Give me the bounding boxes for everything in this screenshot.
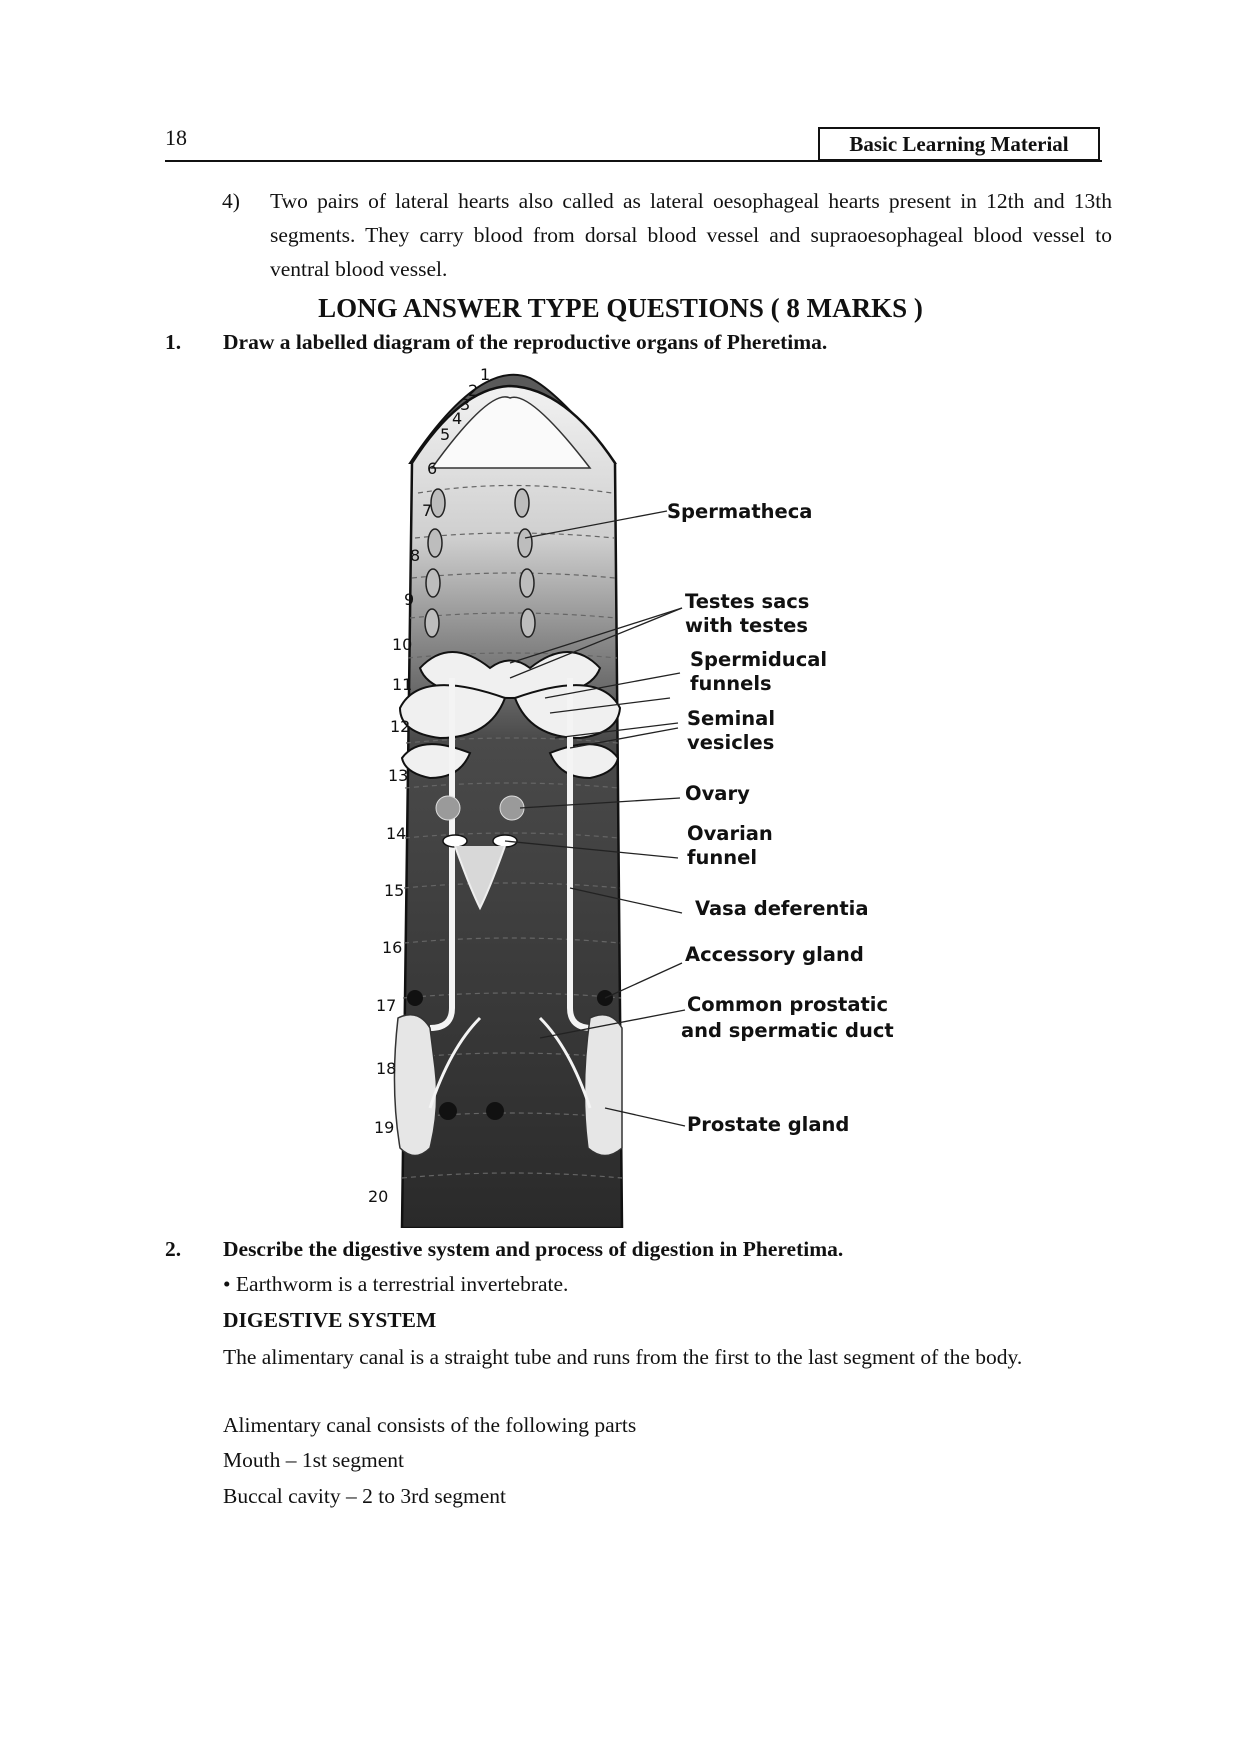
segment-number: 18 — [376, 1059, 397, 1078]
segment-number: 19 — [374, 1118, 395, 1137]
label-accessory: Accessory gland — [685, 943, 864, 966]
label-duct-line2: and spermatic duct — [681, 1019, 894, 1042]
bullet-line: • Earthworm is a terrestrial invertebrate. — [223, 1272, 569, 1296]
segment-number: 13 — [388, 766, 409, 785]
question-text: Draw a labelled diagram of the reproductive organs of Pheretima. — [223, 330, 828, 354]
segment-number: 20 — [368, 1187, 389, 1206]
segment-number: 6 — [427, 459, 438, 478]
segment-number: 17 — [376, 996, 397, 1015]
segment-number: 2 — [468, 381, 479, 400]
segment-number: 9 — [404, 590, 415, 609]
reproductive-organs-diagram — [360, 368, 920, 1228]
label-ovarian-line1: Ovarian — [687, 822, 773, 845]
label-duct-line1: Common prostatic — [687, 993, 889, 1016]
segment-number: 14 — [386, 824, 407, 843]
question-number: 1. — [165, 330, 182, 354]
label-prostate: Prostate gland — [687, 1113, 850, 1136]
label-funnels-line2: funnels — [690, 672, 772, 695]
label-funnels-line1: Spermiducal — [690, 648, 828, 671]
alimentary-paragraph: The alimentary canal is a straight tube and runs from the first to the last segment of the body. — [223, 1345, 1023, 1369]
label-testes-line2: with testes — [685, 614, 808, 637]
segment-number: 7 — [422, 501, 433, 520]
label-testes-line1: Testes sacs — [685, 590, 810, 613]
segment-number: 15 — [384, 881, 405, 900]
digestive-heading: DIGESTIVE SYSTEM — [223, 1308, 437, 1332]
segment-number: 1 — [480, 368, 491, 384]
label-ovary: Ovary — [685, 782, 750, 805]
section-title: LONG ANSWER TYPE QUESTIONS ( 8 MARKS ) — [318, 293, 923, 323]
header-rule — [165, 160, 1102, 162]
segment-number: 16 — [382, 938, 403, 957]
question-number: 2. — [165, 1237, 182, 1261]
label-ovarian-line2: funnel — [687, 846, 758, 869]
segment-number: 3 — [460, 395, 471, 414]
page-number: 18 — [165, 125, 187, 150]
header-title: Basic Learning Material — [818, 127, 1100, 161]
segment-number: 12 — [390, 717, 411, 736]
buccal-line: Buccal cavity – 2 to 3rd segment — [223, 1484, 507, 1508]
parts-intro: Alimentary canal consists of the following parts — [223, 1413, 637, 1437]
segment-number: 4 — [452, 409, 463, 428]
segment-number: 11 — [392, 675, 413, 694]
diagram-labels — [667, 500, 894, 1136]
segment-number: 10 — [392, 635, 413, 654]
segment-number: 8 — [410, 546, 421, 565]
question-text: Describe the digestive system and process of digestion in Pheretima. — [223, 1237, 844, 1261]
segment-number: 5 — [440, 425, 451, 444]
mouth-line: Mouth – 1st segment — [223, 1448, 404, 1472]
item-text: Two pairs of lateral hearts also called as lateral oesophageal hearts present in 12th and 13th segments. They carry blood from dorsal blood vessel and supraoesophageal blood vessel to ventral blood vessel. — [270, 189, 1112, 281]
label-spermatheca: Spermatheca — [667, 500, 813, 523]
label-vasa: Vasa deferentia — [695, 897, 869, 920]
label-vesicles-line2: vesicles — [687, 731, 775, 754]
item-number: 4) — [222, 189, 240, 213]
list-item-4 — [222, 184, 1112, 286]
label-vesicles-line1: Seminal — [687, 707, 775, 730]
